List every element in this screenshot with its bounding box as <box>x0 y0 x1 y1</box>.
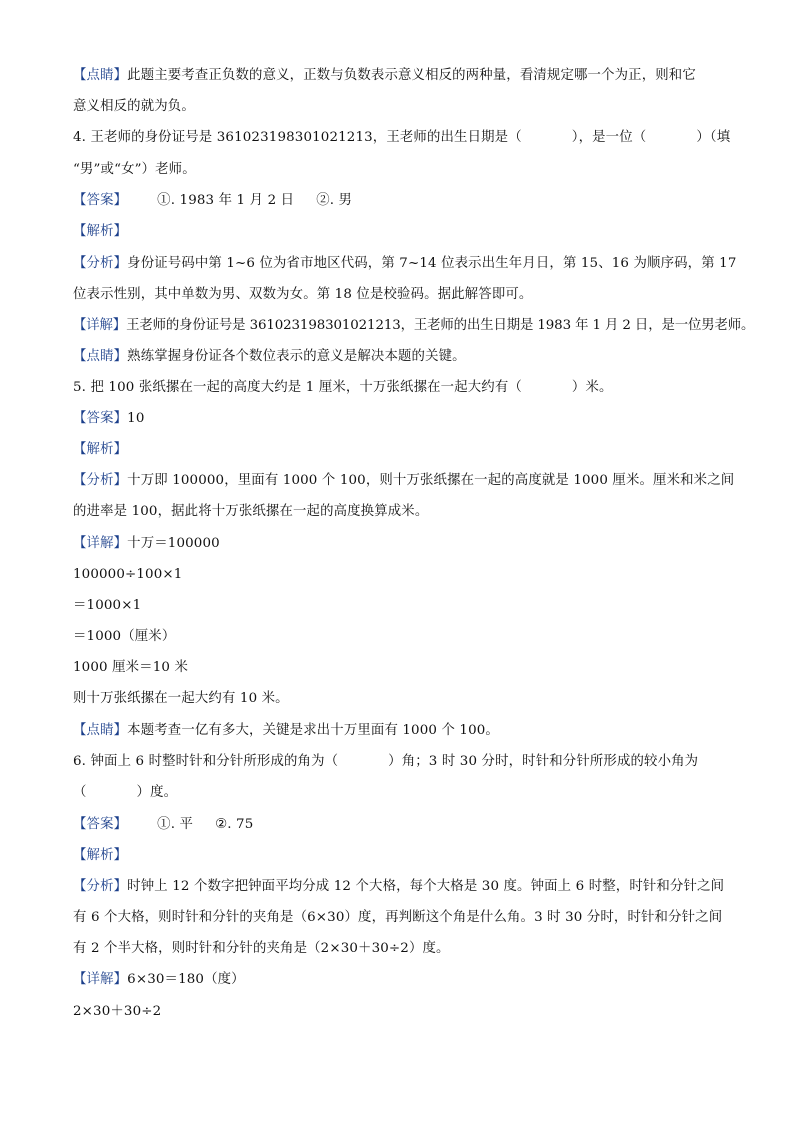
q5-detail-text: 十万＝100000 <box>127 536 220 551</box>
q4-answer-2: ②. 男 <box>316 193 353 208</box>
daan-tag: 【答案】 <box>73 411 128 426</box>
dianjing-tag: 【点睛】 <box>73 349 128 364</box>
q4-question-line2: “男”或“女”）老师。 <box>73 162 196 177</box>
q6-analysis-line3: 有 2 个半大格，则时针和分针的夹角是（2×30＋30÷2）度。 <box>73 941 450 956</box>
fenxi-tag: 【分析】 <box>73 473 128 488</box>
q4-analysis-text1: 身份证号码中第 1~6 位为省市地区代码，第 7~14 位表示出生年月日，第 15、16 为顺序码，第 17 <box>127 256 737 271</box>
q6-answer-2: ②. 75 <box>215 817 254 832</box>
q6-answer-1: ①. 平 <box>157 817 194 832</box>
prev-note-text1: 此题主要考查正负数的意义，正数与负数表示意义相反的两种量，看清规定哪一个为正，则和它 <box>127 68 696 83</box>
q6-question-line1 <box>73 752 698 772</box>
q6-detail-line <box>73 970 245 990</box>
q5-question-line <box>73 378 613 398</box>
xiangjie-tag: 【详解】 <box>73 972 128 987</box>
q5-calc-line3: ＝1000（厘米） <box>73 629 176 644</box>
q5-question-text-a: 5. 把 100 张纸摞在一起的高度大约是 1 厘米，十万张纸摞在一起大约有（ <box>73 380 522 395</box>
q4-note-text: 熟练掌握身份证各个数位表示的意义是解决本题的关键。 <box>127 349 466 364</box>
q4-question-text-a: 4. 王老师的身份证号是 361023198301021213，王老师的出生日期是（ <box>73 130 522 145</box>
dianjing-tag: 【点睛】 <box>73 723 128 738</box>
daan-tag: 【答案】 <box>73 193 128 208</box>
q4-answer-1: ①. 1983 年 1 月 2 日 <box>157 193 295 208</box>
q6-calc-line1: 2×30＋30÷2 <box>73 1004 162 1019</box>
q5-calc-line1: 100000÷100×1 <box>73 567 183 582</box>
q6-answer-line <box>73 815 253 835</box>
q4-question-line1 <box>73 128 730 148</box>
prev-note-line1 <box>73 66 696 86</box>
prev-note-line2: 意义相反的就为负。 <box>73 99 195 114</box>
q6-question-text-a: 6. 钟面上 6 时整时针和分针所形成的角为（ <box>73 754 339 769</box>
q4-analysis-line1 <box>73 254 737 274</box>
q5-answer-line <box>73 409 145 429</box>
q6-question-text-d: ）度。 <box>136 785 178 800</box>
q6-analysis-line1 <box>73 877 724 897</box>
q5-analysis-line2: 的进率是 100，据此将十万张纸摞在一起的高度换算成米。 <box>73 504 429 519</box>
q6-detail-text: 6×30＝180（度） <box>127 972 245 987</box>
q6-question-text-b: ）角；3 时 30 分时，时针和分针所形成的较小角为 <box>388 754 699 769</box>
q5-analysis-text1: 十万即 100000，里面有 1000 个 100，则十万张纸摞在一起的高度就是 1000 厘米。厘米和米之间 <box>127 473 735 488</box>
daan-tag: 【答案】 <box>73 817 128 832</box>
q6-question-text-c: （ <box>73 785 87 800</box>
q5-question-text-b: ）米。 <box>571 380 613 395</box>
q5-detail-line <box>73 534 220 554</box>
q5-calc-line4: 1000 厘米＝10 米 <box>73 660 188 675</box>
xiangjie-tag: 【详解】 <box>73 318 127 333</box>
fenxi-tag: 【分析】 <box>73 256 128 271</box>
q6-question-line2 <box>73 783 177 803</box>
q6-analysis-line2: 有 6 个大格，则时针和分针的夹角是（6×30）度，再判断这个角是什么角。3 时 30 分时，时针和分针之间 <box>73 910 723 925</box>
q6-analysis-text1: 时钟上 12 个数字把钟面平均分成 12 个大格，每个大格是 30 度。钟面上 6 时整，时针和分针之间 <box>127 879 725 894</box>
q5-analysis-line1 <box>73 471 734 491</box>
xiangjie-tag: 【详解】 <box>73 536 128 551</box>
q4-answer-line <box>73 191 352 211</box>
q4-detail-text: 王老师的身份证号是 361023198301021213，王老师的出生日期是 1983 年 1 月 2 日，是一位男老师。 <box>126 318 755 333</box>
fenxi-tag: 【分析】 <box>73 879 128 894</box>
q5-calc-line2: ＝1000×1 <box>73 598 142 613</box>
q4-analysis-line2: 位表示性别，其中单数为男、双数为女。第 18 位是校验码。据此解答即可。 <box>73 287 533 302</box>
q5-jiexi-tag: 【解析】 <box>73 442 128 457</box>
q4-detail-line <box>73 316 754 336</box>
q5-conclusion-line: 则十万张纸摞在一起大约有 10 米。 <box>73 691 289 706</box>
q6-jiexi-tag: 【解析】 <box>73 848 128 863</box>
q5-note-text: 本题考查一亿有多大，关键是求出十万里面有 1000 个 100。 <box>127 723 499 738</box>
q4-question-text-b: ），是一位（ <box>571 130 647 145</box>
q4-note-line <box>73 347 466 367</box>
q5-note-line <box>73 721 499 741</box>
q5-answer: 10 <box>127 411 145 426</box>
dianjing-tag: 【点睛】 <box>73 68 128 83</box>
q4-jiexi-tag: 【解析】 <box>73 224 128 239</box>
q4-question-text-c: ）（填 <box>696 130 731 145</box>
